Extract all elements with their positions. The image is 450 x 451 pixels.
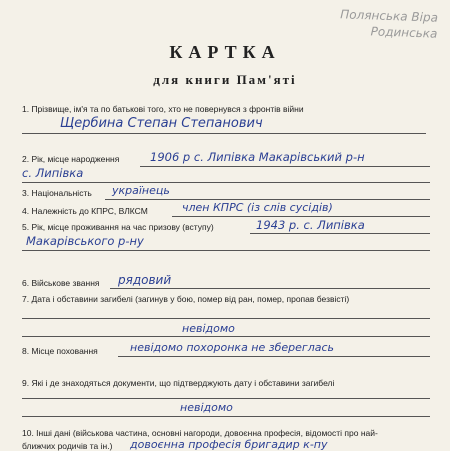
field-2-value-2: с. Липівка xyxy=(22,166,84,180)
field-6-label: 6. Військове звання xyxy=(22,278,100,288)
field-10-label-1: 10. Інші дані (військова частина, основні нагороди, довоєнна професія, відомості про най- xyxy=(22,428,378,438)
field-5-line-1 xyxy=(250,233,430,234)
field-3-label: 3. Національність xyxy=(22,188,92,198)
field-8-line xyxy=(118,356,430,357)
field-7-line-2 xyxy=(22,336,430,337)
field-2-line-2 xyxy=(22,182,430,183)
field-9-value: невідомо xyxy=(180,401,233,414)
field-9-label: 9. Які і де знаходяться документи, що підтверджують дату і обставини загибелі xyxy=(22,378,335,388)
field-2-line-1 xyxy=(140,166,430,167)
field-5-value-2: Макарівського р-ну xyxy=(26,234,144,248)
field-2-value-1: 1906 р с. Липівка Макарівський р-н xyxy=(150,150,365,164)
field-1-value: Щербина Степан Степанович xyxy=(60,116,263,131)
handwritten-note-stamp xyxy=(340,6,439,41)
field-6-line xyxy=(110,288,430,289)
field-2-label: 2. Рік, місце народження xyxy=(22,154,120,164)
card-title: КАРТКА xyxy=(169,42,281,62)
field-7-line-1 xyxy=(22,318,430,319)
field-5-line-2 xyxy=(22,250,430,251)
field-4-label: 4. Належність до КПРС, ВЛКСМ xyxy=(22,206,148,216)
field-1-line xyxy=(22,133,426,134)
field-5-label: 5. Рік, місце проживання на час призову (вступу) xyxy=(22,222,214,232)
field-5-value-1: 1943 р. с. Липівка xyxy=(256,218,365,232)
field-10-value: довоєнна професія бригадир к-пу xyxy=(130,438,328,451)
field-4-line xyxy=(172,216,430,217)
stamp-line-1: Полянська Віра xyxy=(340,7,439,25)
field-8-value: невідомо похоронка не збереглась xyxy=(130,341,334,354)
field-9-line-1 xyxy=(22,398,430,399)
field-1-label: 1. Прізвище, ім'я та по батькові того, хто не повернувся з фронтів війни xyxy=(22,104,304,114)
card-subtitle: для книги Пам'яті xyxy=(153,72,297,87)
field-8-label: 8. Місце поховання xyxy=(22,346,98,356)
field-3-line xyxy=(105,199,430,200)
field-9-line-2 xyxy=(22,416,430,417)
field-7-label: 7. Дата і обставини загибелі (загинув у бою, помер від ран, помер, пропав безвісті) xyxy=(22,294,350,304)
field-10-label-2: ближчих родичів та ін.) xyxy=(22,441,113,451)
field-7-value: невідомо xyxy=(182,322,235,335)
field-3-value: українець xyxy=(112,184,170,197)
stamp-line-2: Родинська xyxy=(370,24,438,41)
field-4-value: член КПРС (із слів сусідів) xyxy=(182,201,333,214)
field-6-value: рядовий xyxy=(118,273,172,287)
